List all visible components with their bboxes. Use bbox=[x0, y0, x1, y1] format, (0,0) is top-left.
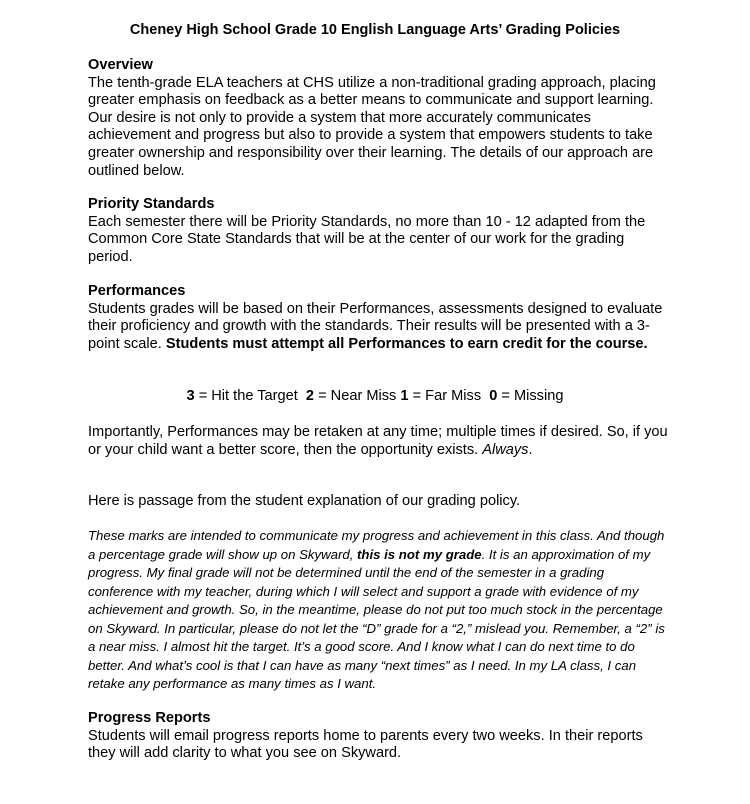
performances-requirement: Students must attempt all Performances to earn credit for the course. bbox=[165, 335, 648, 352]
retake-paragraph: Importantly, Performances may be retaken at any time; multiple times if desired. So, if you or your child want a better score, then the opportunity exists. Always. bbox=[88, 424, 668, 458]
scale-label-3: = Hit the Target bbox=[194, 388, 306, 404]
student-passage: These marks are intended to communicate my progress and achievement in this class. And though a percentage grade will show up on Skyward, this is not my grade. It is an approximation of my progress. My final grade will not be determined until the end of the semester in a grading conference with my teacher, during which I will select and support a grade with evidence of my achievement and growth. So, in the meantime, please do not put too much stock in the percentage on Skyward. In particular, please do not let the “D” grade for a “2,” mislead you. Remember, a “2” is a near miss. I almost hit the target. It’s a good score. And I know what I can do next time to do better. And what’s cool is that I can have as many “next times” as I need. In my LA class, I can retake any performance as many times as I want. bbox=[88, 528, 665, 691]
always-emphasis: Always bbox=[482, 441, 529, 458]
scale-score-0: 0 bbox=[489, 388, 498, 404]
scale-label-1: = Far Miss bbox=[408, 388, 490, 404]
scale-label-0: = Missing bbox=[497, 388, 564, 404]
grading-scale bbox=[0, 387, 750, 405]
performances-section bbox=[88, 283, 668, 353]
scale-score-1: 1 bbox=[400, 388, 409, 404]
progress-reports-body: Students will email progress reports home to parents every two weeks. In their reports they will add clarity to what you see on Skyward. bbox=[88, 727, 643, 762]
scale-score-2: 2 bbox=[305, 388, 315, 404]
passage-emphasis: this is not my grade bbox=[357, 546, 482, 562]
overview-heading: Overview bbox=[88, 57, 153, 73]
priority-standards-heading: Priority Standards bbox=[88, 196, 215, 212]
overview-section bbox=[88, 57, 668, 180]
performances-heading: Performances bbox=[88, 283, 186, 299]
priority-standards-body: Each semester there will be Priority Standards, no more than 10 - 12 adapted from the Common Core State Standards that will be at the center of our work for the grading period. bbox=[88, 213, 646, 265]
scale-label-2: = Near Miss bbox=[314, 388, 401, 404]
progress-reports-heading: Progress Reports bbox=[88, 710, 211, 726]
performances-body: Students grades will be based on their Performances, assessments designed to evaluate their proficiency and growth with the standards. Their results will be presented with a 3-point scale. Students must attempt all Performances to earn credit for the course. bbox=[88, 300, 663, 352]
priority-standards-section bbox=[88, 196, 668, 266]
passage-intro: Here is passage from the student explanation of our grading policy. bbox=[88, 493, 521, 509]
document-title: Cheney High School Grade 10 English Language Arts’ Grading Policies bbox=[129, 22, 621, 38]
overview-body: The tenth-grade ELA teachers at CHS utilize a non-traditional grading approach, placing greater emphasis on feedback as a better means to communicate and support learning. Our desire is not only to provide a system that more accurately communicates achievement and progress but also to provide a system that empowers students to take greater ownership and responsibility over their learning. The details of our approach are outlined below. bbox=[88, 74, 656, 179]
progress-reports-section bbox=[88, 710, 668, 763]
scale-score-3: 3 bbox=[186, 388, 195, 404]
